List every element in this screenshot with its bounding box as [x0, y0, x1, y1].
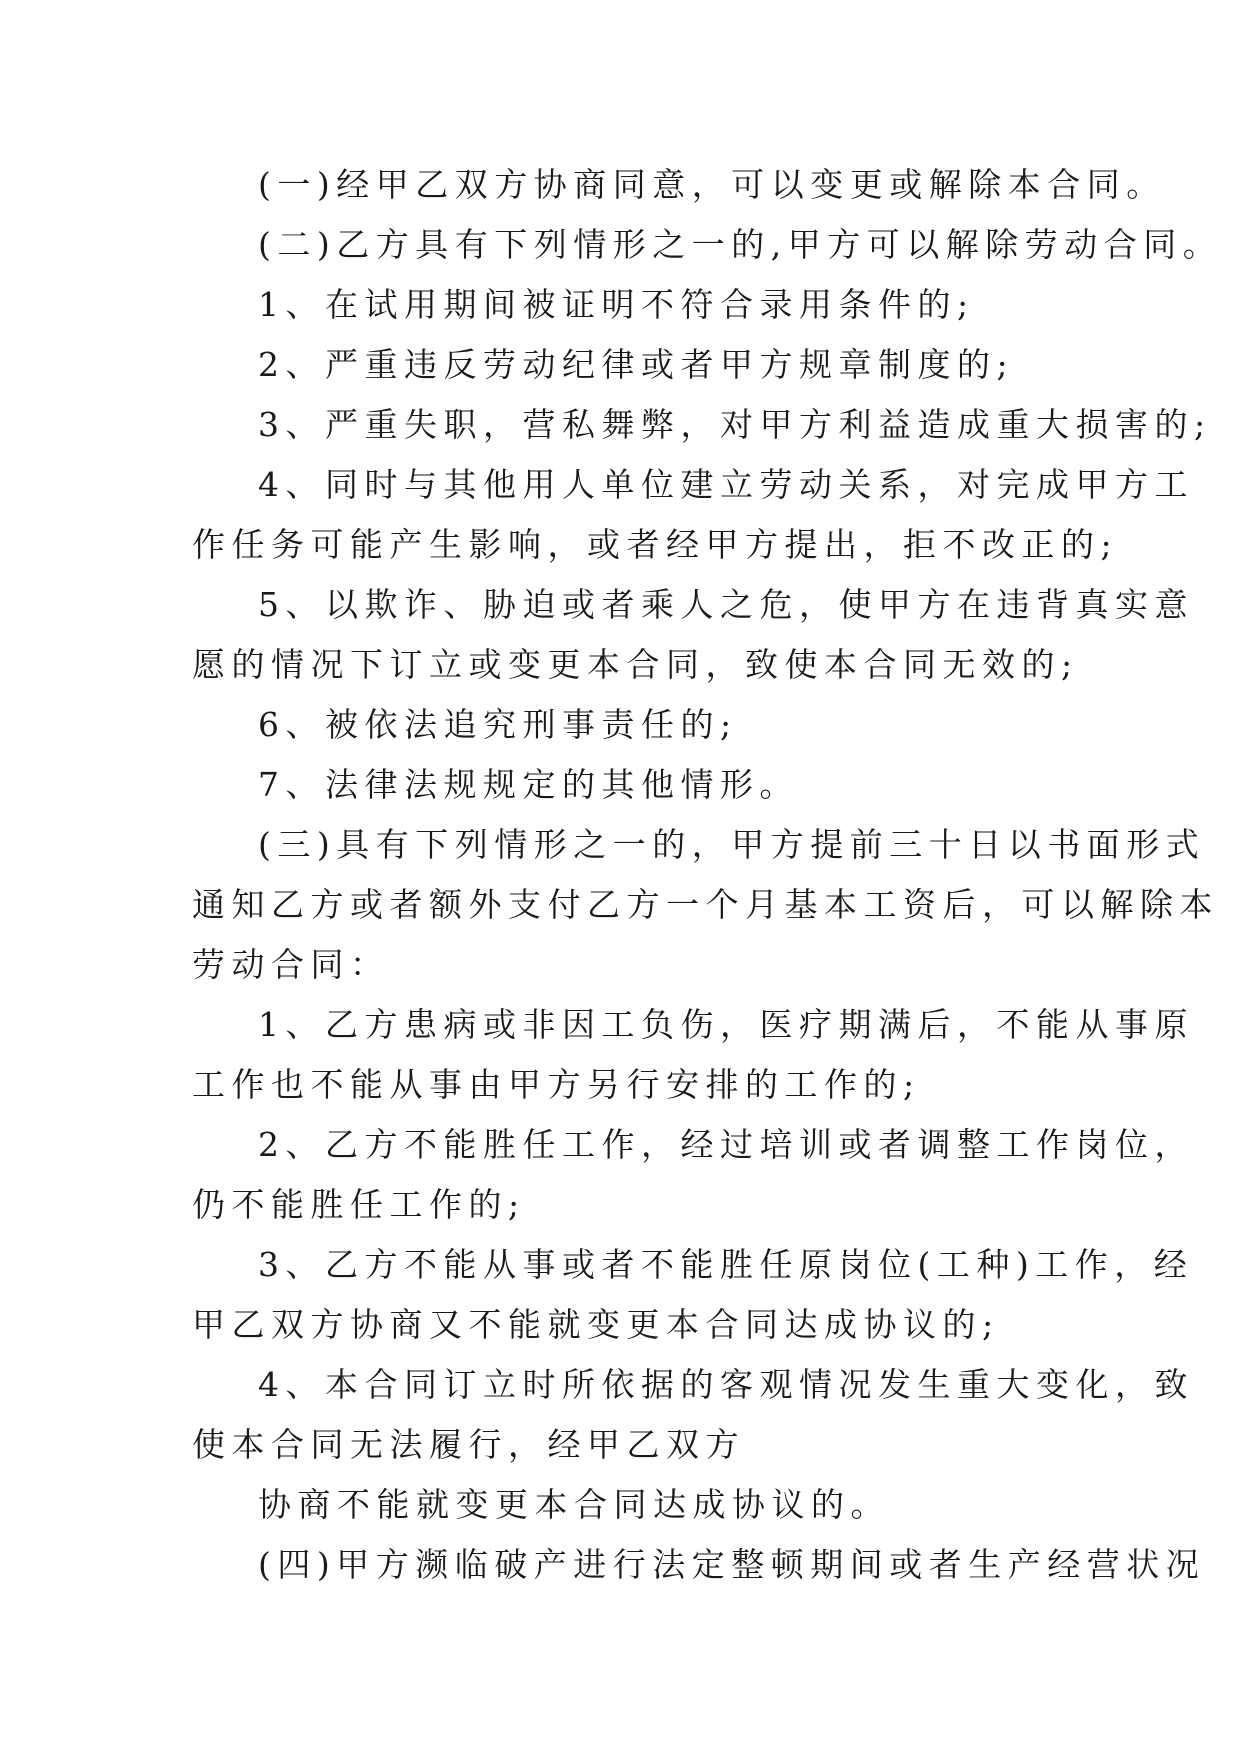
paragraph-line: 6、被依法追究刑事责任的; — [258, 705, 738, 744]
paragraph-line: 7、法律法规规定的其他情形。 — [258, 765, 799, 804]
paragraph-line: 4、同时与其他用人单位建立劳动关系，对完成甲方工 — [258, 465, 1194, 504]
paragraph-line: 1、乙方患病或非因工负伤，医疗期满后，不能从事原 — [258, 1005, 1194, 1044]
paragraph-line: 2、乙方不能胜任工作，经过培训或者调整工作岗位， — [258, 1125, 1194, 1164]
paragraph-line: 协商不能就变更本合同达成协议的。 — [258, 1485, 890, 1524]
paragraph-line: 3、严重失职，营私舞弊，对甲方利益造成重大损害的; — [258, 405, 1212, 444]
paragraph-line: 愿的情况下订立或变更本合同，致使本合同无效的; — [192, 645, 1079, 684]
paragraph-line: 1、在试用期间被证明不符合录用条件的; — [258, 285, 975, 324]
paragraph-line: (三)具有下列情形之一的，甲方提前三十日以书面形式 — [258, 825, 1206, 864]
paragraph-line: 甲乙双方协商又不能就变更本合同达成协议的; — [192, 1305, 1000, 1344]
paragraph-line: 2、严重违反劳动纪律或者甲方规章制度的; — [258, 345, 1015, 384]
paragraph-line: (四)甲方濒临破产进行法定整顿期间或者生产经营状况 — [258, 1545, 1206, 1584]
paragraph-line: (二)乙方具有下列情形之一的,甲方可以解除劳动合同。 — [258, 225, 1223, 264]
paragraph-line: 3、乙方不能从事或者不能胜任原岗位(工种)工作，经 — [258, 1245, 1194, 1284]
paragraph-line: 劳动合同： — [192, 945, 390, 984]
paragraph-line: 使本合同无法履行，经甲乙双方 — [192, 1425, 745, 1464]
paragraph-line: (一)经甲乙双方协商同意，可以变更或解除本合同。 — [258, 165, 1166, 204]
paragraph-line: 仍不能胜任工作的; — [192, 1185, 526, 1224]
paragraph-line: 作任务可能产生影响，或者经甲方提出，拒不改正的; — [192, 525, 1119, 564]
paragraph-line: 5、以欺诈、胁迫或者乘人之危，使甲方在违背真实意 — [258, 585, 1194, 624]
paragraph-line: 通知乙方或者额外支付乙方一个月基本工资后，可以解除本 — [192, 885, 1219, 924]
paragraph-line: 工作也不能从事由甲方另行安排的工作的; — [192, 1065, 921, 1104]
paragraph-line: 4、本合同订立时所依据的客观情况发生重大变化，致 — [258, 1365, 1194, 1404]
